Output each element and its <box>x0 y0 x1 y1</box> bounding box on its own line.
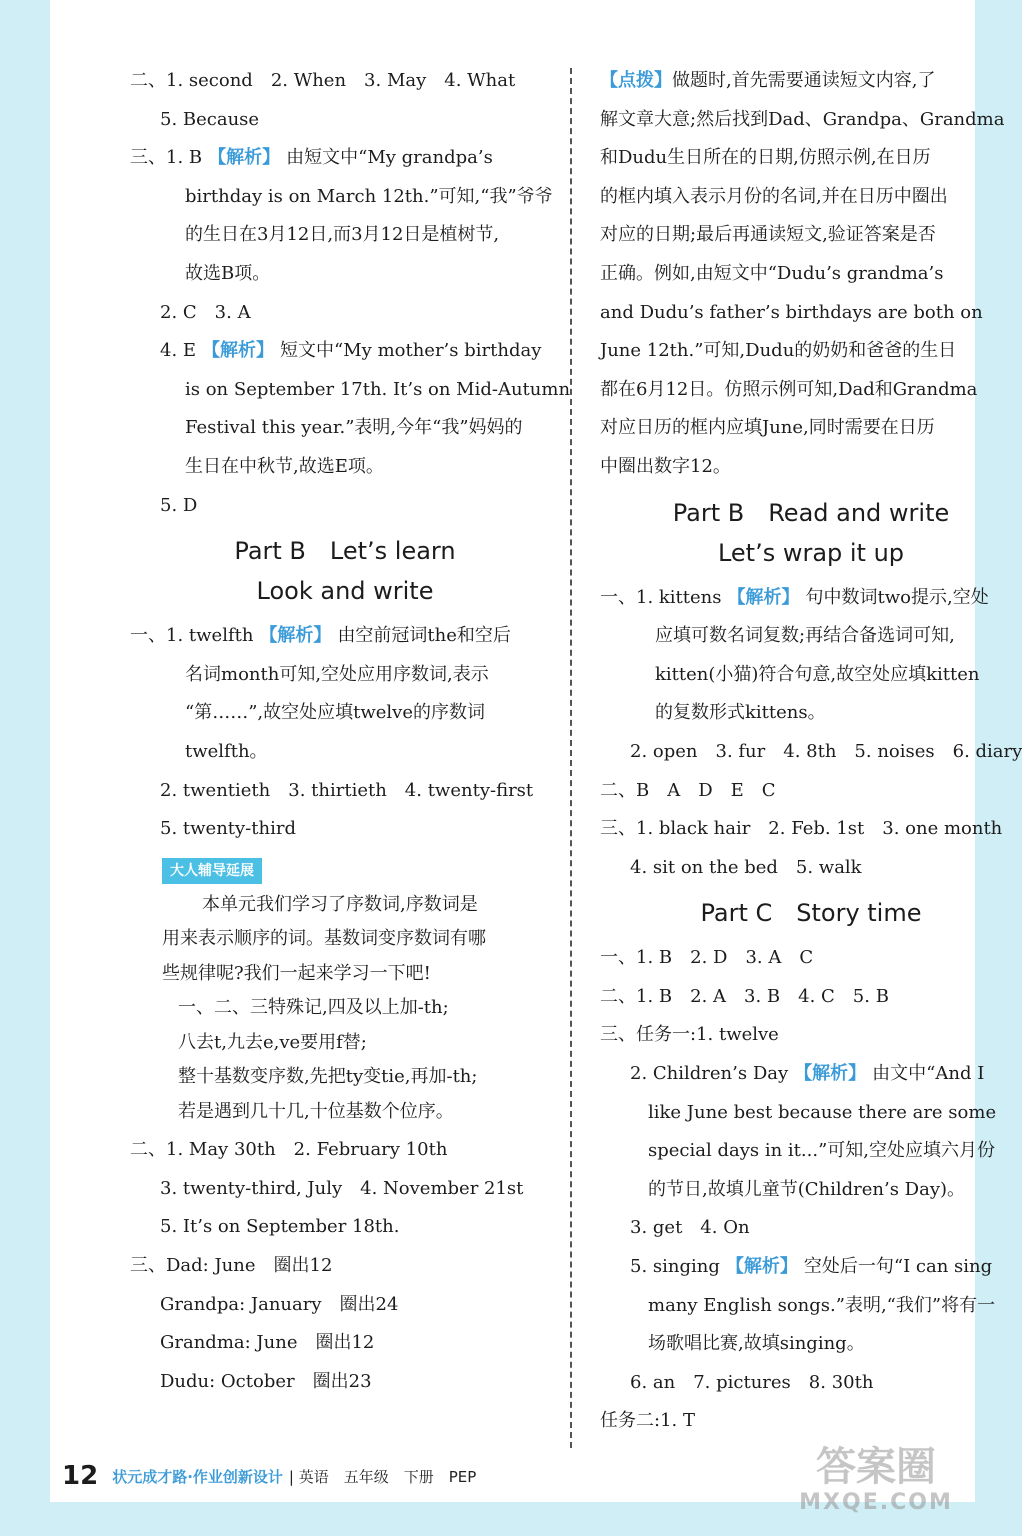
explanation-text: 由文中“And I <box>872 1063 985 1085</box>
column-divider <box>570 68 572 1448</box>
dianbo-line: 正确。例如,由短文中“Dudu’s grandma’s <box>600 262 944 284</box>
explanation-text: 句中数词two提示,空处 <box>805 586 989 608</box>
heading-line: Part B Read and write <box>672 498 950 527</box>
answer-line <box>600 1248 1022 1287</box>
jiexi-tag: 【解析】 <box>727 586 800 608</box>
explanation-line: Festival this year.”表明,今年“我”妈妈的 <box>185 417 523 439</box>
answer-line: 4. sit on the bed 5. walk <box>630 856 862 878</box>
answer-line: Grandma: June 圈出12 <box>160 1332 375 1354</box>
dianbo-text: 做题时,首先需要通读短文内容,了 <box>672 70 936 91</box>
tip-box <box>162 853 562 1130</box>
book-info: | 英语 五年级 下册 PEP <box>288 1467 477 1486</box>
answer-line: 2. twentieth 3. thirtieth 4. twenty-first <box>160 779 534 801</box>
page-sheet <box>50 0 1022 1502</box>
tip-line: 整十基数变序数,先把ty变tie,再加-th; <box>178 1066 478 1088</box>
explanation-line: 应填可数名词复数;再结合备选词可知, <box>655 625 955 647</box>
answer-line: 5. It’s on September 18th. <box>160 1216 400 1238</box>
section-heading-part-c <box>600 893 1022 933</box>
answer-text: 三、1. B <box>130 147 203 169</box>
answer-line: 一、1. B 2. D 3. A C <box>600 947 814 969</box>
tip-line: 若是遇到几十几,十位基数个位序。 <box>178 1100 454 1122</box>
answer-text: 一、1. kittens <box>600 586 722 608</box>
explanation-line: like June best because there are some <box>648 1101 997 1123</box>
jiexi-tag: 【解析】 <box>259 625 332 647</box>
answer-line: 二、1. second 2. When 3. May 4. What <box>130 70 516 91</box>
watermark-url: MXQE.COM <box>799 1490 953 1515</box>
answer-line: 二、1. May 30th 2. February 10th <box>130 1139 448 1161</box>
explanation-line: is on September 17th. It’s on Mid-Autumn <box>185 378 571 400</box>
dianbo-line: 中圈出数字12。 <box>600 455 731 477</box>
dianbo-line: 对应的日期;最后再通读短文,验证答案是否 <box>600 224 936 246</box>
dianbo-tag: 【点拨】 <box>600 70 672 91</box>
section-heading-part-b-learn <box>130 531 560 611</box>
left-column <box>130 62 571 1401</box>
explanation-line: 场歌唱比赛,故填singing。 <box>648 1333 865 1355</box>
heading-line: Look and write <box>256 577 434 606</box>
answer-line <box>600 579 1022 618</box>
dianbo-line: June 12th.”可知,Dudu的奶奶和爸爸的生日 <box>600 340 957 362</box>
explanation-line: kitten(小猫)符合句意,故空处应填kitten <box>655 663 980 685</box>
answer-line: Grandpa: January 圈出24 <box>160 1293 399 1315</box>
answer-line <box>600 1055 1022 1094</box>
dianbo-line: and Dudu’s father’s birthdays are both on <box>600 301 983 323</box>
answer-text: 4. E <box>160 340 197 362</box>
watermark-logo <box>791 1444 961 1524</box>
answer-line: 5. twenty-third <box>160 818 296 840</box>
dianbo-line: 和Dudu生日所在的日期,仿照示例,在日历 <box>600 147 931 169</box>
explanation-text: 由短文中“My grandpa’s <box>286 147 493 169</box>
jiexi-tag: 【解析】 <box>725 1256 798 1278</box>
answer-line: 5. Because <box>160 108 260 130</box>
answer-line: 2. open 3. fur 4. 8th 5. noises 6. diary <box>630 740 1022 762</box>
explanation-text: 空处后一句“I can sing <box>803 1256 993 1278</box>
dianbo-line: 解文章大意;然后找到Dad、Grandpa、Grandma <box>600 108 1005 130</box>
answer-line: 任务二:1. T <box>600 1410 695 1432</box>
book-brand: 状元成才路·作业创新设计 <box>112 1467 283 1486</box>
answer-line: 二、B A D E C <box>600 779 776 801</box>
dianbo-line: 的框内填入表示月份的名词,并在日历中圈出 <box>600 185 948 207</box>
tip-line: 用来表示顺序的词。基数词变序数词有哪 <box>162 928 486 950</box>
heading-line: Part B Let’s learn <box>234 537 456 566</box>
explanation-text: 由空前冠词the和空后 <box>337 625 511 647</box>
explanation-line: 的生日在3月12日,而3月12日是植树节, <box>185 224 500 246</box>
explanation-line: 生日在中秋节,故选E项。 <box>185 455 384 477</box>
answer-line <box>130 332 560 371</box>
explanation-line: twelfth。 <box>185 740 268 762</box>
answer-text: 5. singing <box>630 1256 720 1278</box>
answer-line: Dudu: October 圈出23 <box>160 1370 372 1392</box>
jiexi-tag: 【解析】 <box>794 1063 867 1085</box>
answer-line: 三、Dad: June 圈出12 <box>130 1254 333 1276</box>
answer-line: 三、任务一:1. twelve <box>600 1024 779 1046</box>
explanation-line: 的复数形式kittens。 <box>655 702 826 724</box>
answer-line: 三、1. black hair 2. Feb. 1st 3. one month <box>600 818 1003 840</box>
answer-line: 3. twenty-third, July 4. November 21st <box>160 1177 524 1199</box>
watermark-text: 答案圈 <box>816 1444 936 1490</box>
tip-line: 些规律呢?我们一起来学习一下吧! <box>162 962 431 984</box>
explanation-line: 故选B项。 <box>185 262 271 284</box>
answer-line: 6. an 7. pictures 8. 30th <box>630 1371 874 1393</box>
explanation-line: birthday is on March 12th.”可知,“我”爷爷 <box>185 185 553 207</box>
answer-line: 3. get 4. On <box>630 1217 750 1239</box>
tip-label: 大人辅导延展 <box>162 858 262 884</box>
answer-line: 二、1. B 2. A 3. B 4. C 5. B <box>600 985 889 1007</box>
page-number: 12 <box>62 1461 99 1491</box>
heading-line: Let’s wrap it up <box>717 538 905 567</box>
heading-line: Part C Story time <box>700 899 922 928</box>
jiexi-tag: 【解析】 <box>208 147 281 169</box>
explanation-line: “第……”,故空处应填twelve的序数词 <box>185 702 485 724</box>
answer-line: 5. D <box>160 494 198 516</box>
explanation-line: many English songs.”表明,“我们”将有一 <box>648 1294 996 1316</box>
right-column <box>600 62 1022 1441</box>
tip-line: 八去t,九去e,ve要用f替; <box>178 1031 367 1053</box>
answer-line <box>130 139 560 178</box>
dianbo-line <box>600 62 1022 101</box>
page-footer <box>62 1458 476 1494</box>
explanation-text: 短文中“My mother’s birthday <box>280 340 542 362</box>
section-heading-part-b-read <box>600 493 1022 573</box>
answer-line: 2. C 3. A <box>160 301 251 323</box>
answer-text: 2. Children’s Day <box>630 1063 789 1085</box>
tip-line: 一、二、三特殊记,四及以上加-th; <box>178 997 449 1019</box>
dianbo-line: 都在6月12日。仿照示例可知,Dad和Grandma <box>600 378 978 400</box>
tip-line: 本单元我们学习了序数词,序数词是 <box>202 893 478 915</box>
dianbo-line: 对应日历的框内应填June,同时需要在日历 <box>600 417 935 439</box>
explanation-line: 名词month可知,空处应用序数词,表示 <box>185 663 489 685</box>
answer-line <box>130 617 560 656</box>
jiexi-tag: 【解析】 <box>202 340 275 362</box>
explanation-line: special days in it...”可知,空处应填六月份 <box>648 1140 995 1162</box>
answer-text: 一、1. twelfth <box>130 625 254 647</box>
explanation-line: 的节日,故填儿童节(Children’s Day)。 <box>648 1178 966 1200</box>
